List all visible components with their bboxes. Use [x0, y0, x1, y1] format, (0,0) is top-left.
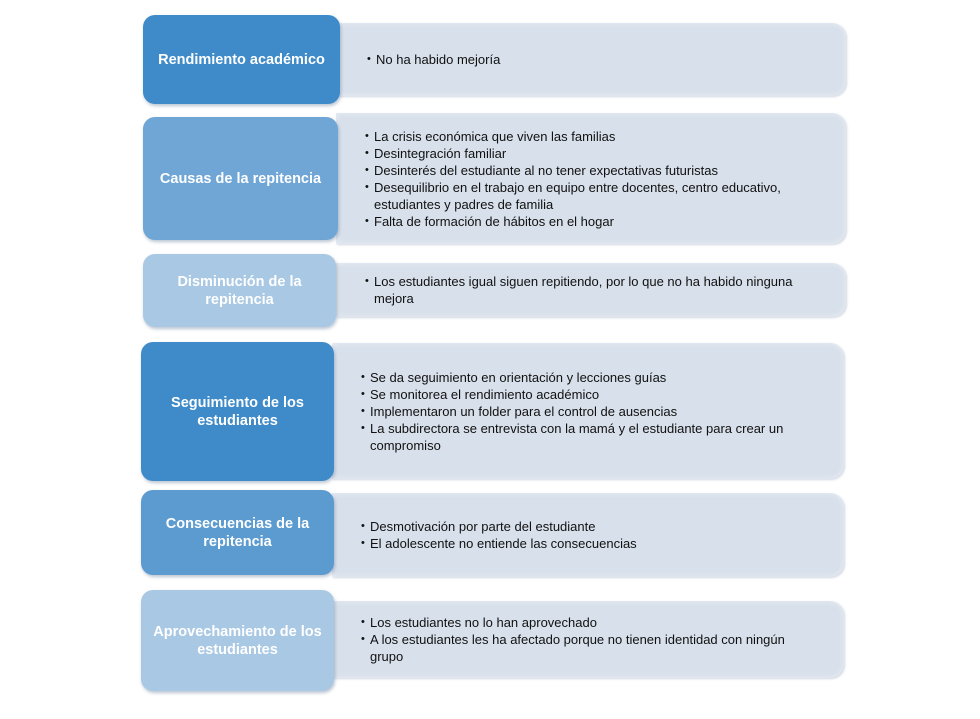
list-item: • Desmotivación por parte del estudiante — [362, 518, 637, 535]
list-item: • Los estudiantes igual siguen repitiendo, por lo que no ha habido ninguna mejora — [366, 273, 816, 307]
list-item: • Se monitorea el rendimiento académico — [362, 386, 814, 403]
detail-box-seguimiento — [332, 343, 844, 479]
label-aprovechamiento-estudiantes: Aprovechamiento de los estudiantes — [141, 590, 334, 691]
label-disminucion-repitencia: Disminución de la repitencia — [143, 254, 336, 327]
label-causas-repitencia: Causas de la repitencia — [143, 117, 338, 240]
list-item: • Desintegración familiar — [366, 145, 816, 162]
list-item: • La subdirectora se entrevista con la mamá y el estudiante para crear un compromiso — [362, 420, 814, 454]
label-seguimiento-estudiantes: Seguimiento de los estudiantes — [141, 342, 334, 481]
list-item: • Desequilibrio en el trabajo en equipo entre docentes, centro educativo, estudiantes y padres de familia — [366, 179, 816, 213]
list-item: • La crisis económica que viven las familias — [366, 128, 816, 145]
label-consecuencias-repitencia: Consecuencias de la repitencia — [141, 490, 334, 575]
detail-box-causas — [336, 113, 846, 244]
list-item: • Implementaron un folder para el control de ausencias — [362, 403, 814, 420]
label-rendimiento-academico: Rendimiento académico — [143, 15, 340, 104]
detail-box-consecuencias — [332, 493, 844, 577]
list-item: • Desinterés del estudiante al no tener expectativas futuristas — [366, 162, 816, 179]
list-item: • Se da seguimiento en orientación y lecciones guías — [362, 369, 814, 386]
detail-box-aprovechamiento — [332, 601, 844, 678]
detail-box-rendimiento — [338, 23, 846, 96]
list-item: • El adolescente no entiende las consecuencias — [362, 535, 637, 552]
detail-box-disminucion — [336, 263, 846, 317]
list-item: • No ha habido mejoría — [368, 51, 500, 68]
list-item: • Falta de formación de hábitos en el hogar — [366, 213, 816, 230]
list-item: • Los estudiantes no lo han aprovechado — [362, 614, 814, 631]
list-item: • A los estudiantes les ha afectado porque no tienen identidad con ningún grupo — [362, 631, 814, 665]
